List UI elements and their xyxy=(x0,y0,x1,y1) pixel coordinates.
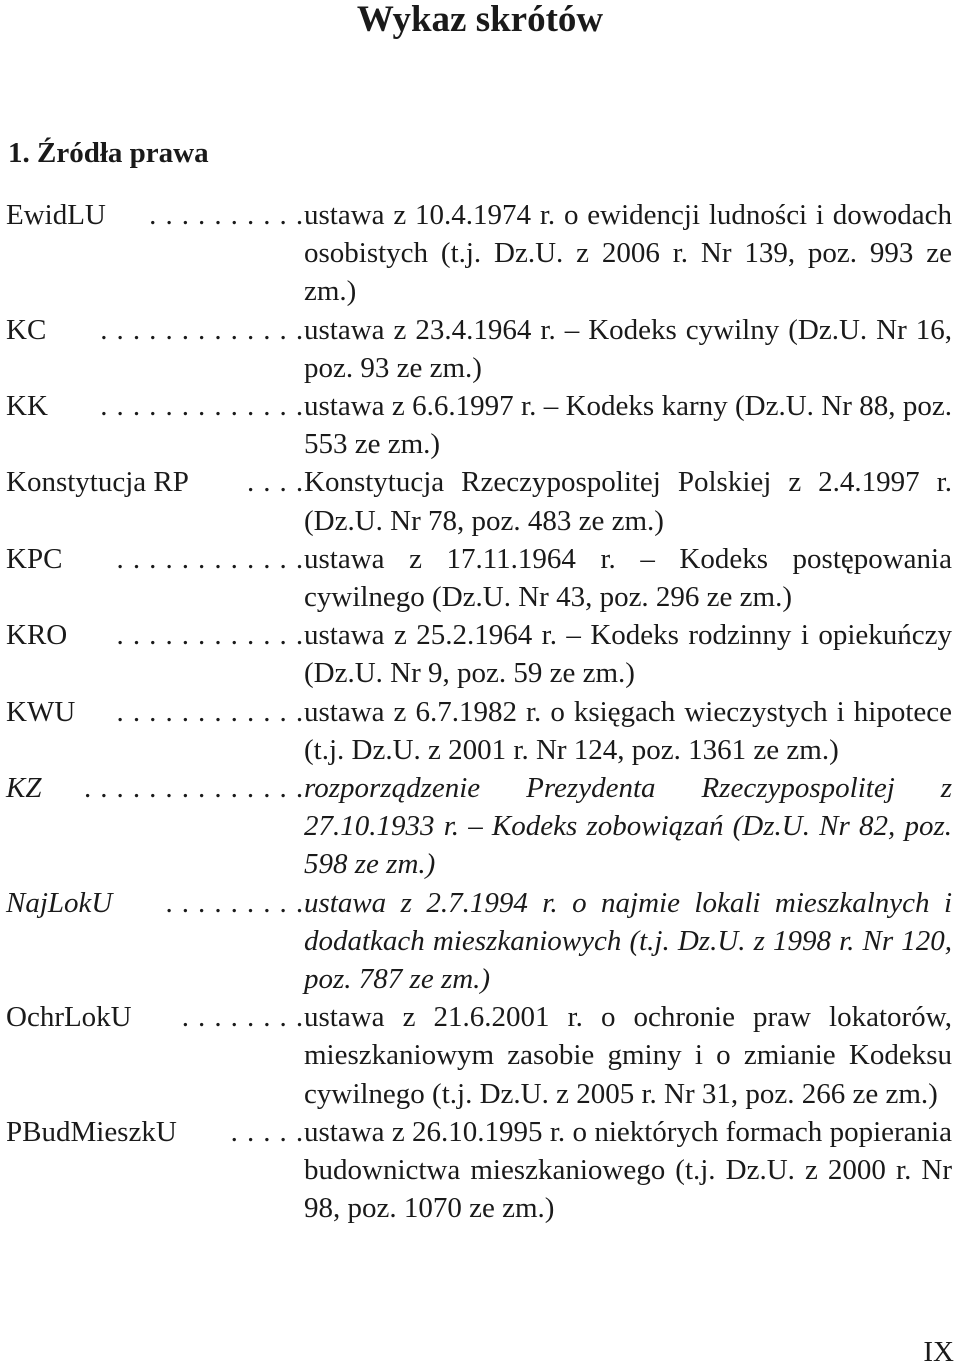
abbreviation-term: KWU xyxy=(6,695,76,728)
abbreviation-description: ustawa z 21.6.2001 r. o ochronie praw lokatorów, mieszkaniowym zasobie gminy i o zmianie Kodeksu cywilnego (t.j. Dz.U. z 2005 r. Nr 31, poz. 266 ze zm.) xyxy=(304,1001,952,1110)
abbreviation-cell xyxy=(0,463,304,539)
abbreviation-cell xyxy=(0,998,304,1113)
abbreviation-entry-kpc xyxy=(0,540,960,616)
dot-leader: . . . . . xyxy=(230,1115,304,1148)
abbreviation-term: EwidLU xyxy=(6,199,106,231)
dot-leader: . . . . . . . . . . . . . xyxy=(100,313,304,346)
page-number: IX xyxy=(923,1336,954,1368)
abbreviation-term: KZ xyxy=(6,772,42,805)
abbreviation-entry-kz xyxy=(0,769,960,884)
abbreviation-description: rozporządzenie Prezydenta Rzeczypospolitej z 27.10.1933 r. – Kodeks zobowiązań (Dz.U. Nr 82, poz. 598 ze zm.) xyxy=(304,772,952,881)
abbreviation-list xyxy=(0,196,960,1227)
abbreviation-cell xyxy=(0,387,304,463)
section-heading: 1. Źródła prawa xyxy=(8,137,209,169)
abbreviation-cell xyxy=(0,540,304,616)
abbreviation-cell xyxy=(0,1113,304,1228)
abbreviation-description: ustawa z 25.2.1964 r. – Kodeks rodzinny i opiekuńczy (Dz.U. Nr 9, poz. 59 ze zm.) xyxy=(304,619,952,690)
abbreviation-term: OchrLokU xyxy=(6,1001,132,1034)
abbreviation-cell xyxy=(0,616,304,692)
abbreviation-description: Konstytucja Rzeczypospolitej Polskiej z 2.4.1997 r. (Dz.U. Nr 78, poz. 483 ze zm.) xyxy=(304,466,952,537)
dot-leader: . . . . . . . . . . . . . . xyxy=(83,772,304,805)
abbreviation-term: KRO xyxy=(6,619,68,652)
abbreviation-entry-kwu xyxy=(0,693,960,769)
abbreviation-entry-konstytucja-rp xyxy=(0,463,960,539)
abbreviation-entry-kc xyxy=(0,311,960,387)
dot-leader: . . . . . . . . . . . . . xyxy=(100,390,304,423)
abbreviation-cell xyxy=(0,884,304,999)
abbreviation-description: ustawa z 2.7.1994 r. o najmie lokali mieszkalnych i dodatkach mieszkaniowych (t.j. Dz.U. z 1998 r. Nr 120, poz. 787 ze zm.) xyxy=(304,886,952,996)
abbreviation-term: KK xyxy=(6,390,48,423)
abbreviation-entry-kk xyxy=(0,387,960,463)
abbreviation-description: ustawa z 17.11.1964 r. – Kodeks postępowania cywilnego (Dz.U. Nr 43, poz. 296 ze zm.) xyxy=(304,542,952,614)
abbreviation-description: ustawa z 6.7.1982 r. o księgach wieczystych i hipotece (t.j. Dz.U. z 2001 r. Nr 124, poz. 1361 ze zm.) xyxy=(304,695,952,766)
abbreviation-entry-ewidlu xyxy=(0,196,960,311)
abbreviation-term: KPC xyxy=(6,542,63,575)
dot-leader: . . . . . . . . xyxy=(181,1001,304,1034)
abbreviation-term: NajLokU xyxy=(6,886,113,919)
abbreviation-cell xyxy=(0,769,304,884)
dot-leader: . . . . . . . . . xyxy=(165,886,304,919)
abbreviation-description: ustawa z 10.4.1974 r. o ewidencji ludności i dowodach osobistych (t.j. Dz.U. z 2006 r. Nr 139, poz. 993 ze zm.) xyxy=(304,199,952,308)
abbreviation-description: ustawa z 26.10.1995 r. o niektórych formach popierania budownictwa mieszkaniowego (t.j. Dz.U. z 2000 r. Nr 98, poz. 1070 ze zm.) xyxy=(304,1115,952,1225)
dot-leader: . . . . . . . . . . . . xyxy=(116,695,304,728)
dot-leader: . . . . xyxy=(246,466,304,499)
abbreviation-term: Konstytucja RP xyxy=(6,466,189,499)
abbreviation-term: PBudMieszkU xyxy=(6,1115,177,1148)
page-title: Wykaz skrótów xyxy=(356,0,604,40)
abbreviation-cell xyxy=(0,196,304,311)
abbreviation-entry-ochrloku xyxy=(0,998,960,1113)
abbreviation-cell xyxy=(0,693,304,769)
dot-leader: . . . . . . . . . . . . xyxy=(116,542,304,575)
abbreviation-entry-kro xyxy=(0,616,960,692)
dot-leader: . . . . . . . . . . xyxy=(149,199,304,231)
abbreviation-cell xyxy=(0,311,304,387)
abbreviation-description: ustawa z 6.6.1997 r. – Kodeks karny (Dz.U. Nr 88, poz. 553 ze zm.) xyxy=(304,390,952,461)
abbreviation-entry-pbudmieszku xyxy=(0,1113,960,1228)
dot-leader: . . . . . . . . . . . . xyxy=(116,619,304,652)
abbreviation-entry-najloku xyxy=(0,884,960,999)
abbreviation-description: ustawa z 23.4.1964 r. – Kodeks cywilny (Dz.U. Nr 16, poz. 93 ze zm.) xyxy=(304,313,952,384)
abbreviation-term: KC xyxy=(6,313,47,346)
